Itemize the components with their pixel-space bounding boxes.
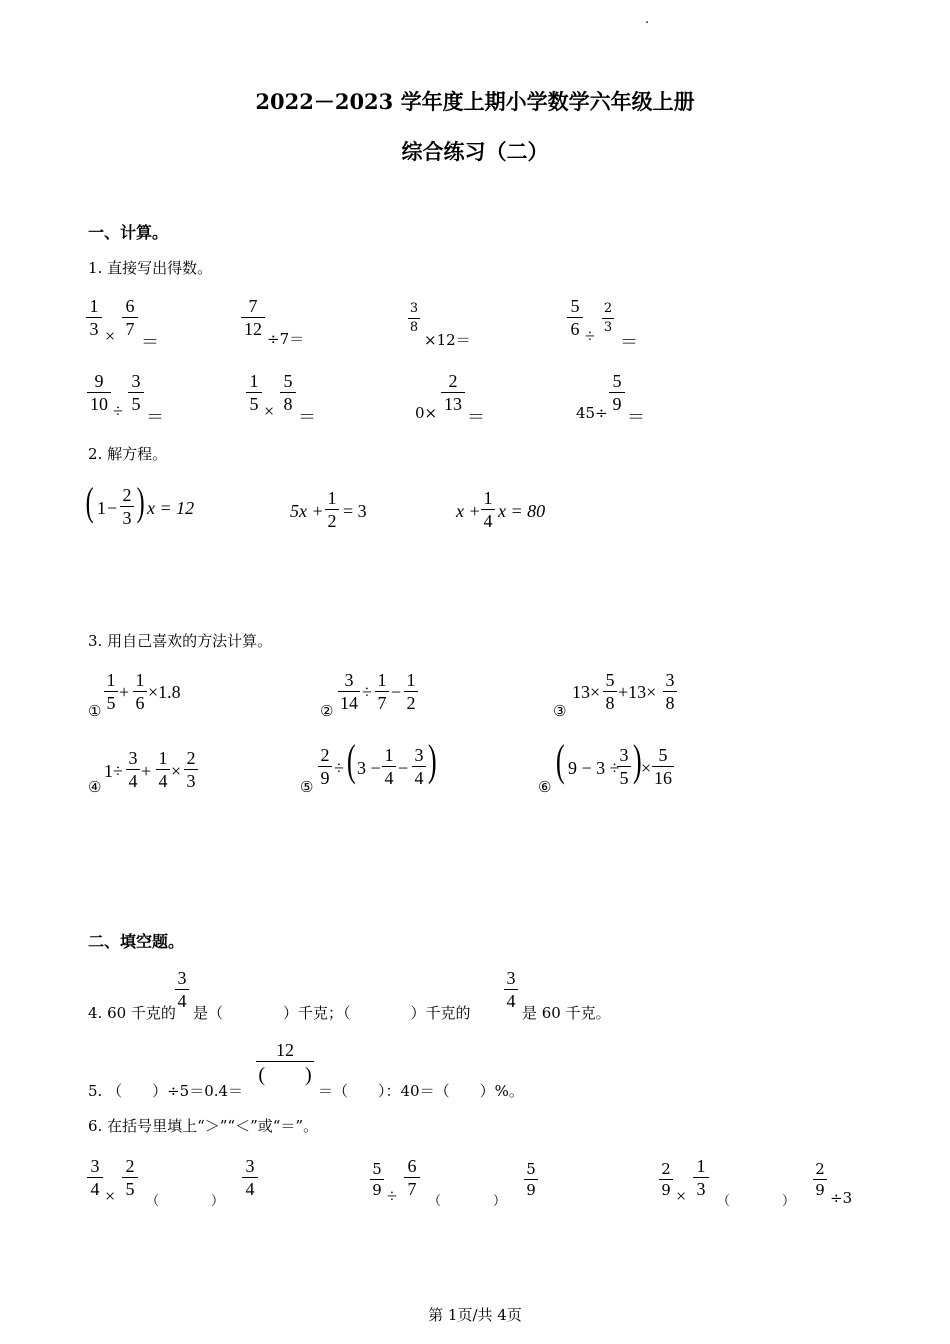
q4-text: 是（ ）千克；（ ）千克的 (193, 1004, 471, 1022)
left-paren: ( (346, 736, 356, 785)
fraction: 7 12 (241, 296, 265, 339)
equation-rest: = 3 (343, 501, 367, 521)
right-paren: ) (632, 736, 642, 785)
fraction: 3 5 (617, 745, 631, 788)
header-dot: . (645, 12, 650, 27)
fraction: 3 4 (175, 968, 189, 1011)
left-paren: ( (555, 736, 565, 785)
operator: − (107, 498, 118, 518)
fraction: 1 4 (481, 488, 495, 531)
fraction: 2 3 (120, 485, 134, 528)
q4-text: 是 60 千克。 (522, 1004, 611, 1022)
fraction: 2 9 (659, 1160, 673, 1199)
operator: − (391, 682, 402, 702)
expression-part: 13× (572, 682, 601, 702)
fraction: 6 7 (122, 296, 138, 339)
operator: × (264, 401, 275, 421)
q3-label: 3. 用自己喜欢的方法计算。 (88, 632, 273, 650)
q5-text: ＝（ ）：40＝（ ）%。 (318, 1082, 524, 1100)
fraction: 5 9 (609, 371, 625, 414)
fraction: 1 4 (156, 748, 170, 791)
fraction: 1 7 (375, 670, 389, 713)
q6-label: 6. 在括号里填上“＞”“＜”或“＝”。 (88, 1117, 319, 1135)
equation-rest: x = 12 (147, 498, 195, 518)
fraction: 2 3 (603, 301, 613, 335)
equation-part: x + (456, 501, 481, 521)
item-number: ⑤ (300, 778, 314, 796)
fraction: 1 4 (382, 745, 396, 788)
equals: ＝ (146, 407, 164, 427)
operator: × (105, 1186, 116, 1206)
left-paren: ( (85, 479, 94, 524)
fraction: 2 9 (318, 745, 332, 788)
item-number: ④ (88, 778, 102, 796)
fraction: 1 3 (86, 296, 102, 339)
expression-part: 3 − (357, 758, 381, 778)
fraction: 3 4 (87, 1156, 103, 1199)
operator: × (171, 761, 182, 781)
answer-blank[interactable]: （ ） (428, 1194, 507, 1209)
fraction: 1 3 (693, 1156, 709, 1199)
q4-text: 4. 60 千克的 (88, 1004, 176, 1022)
fraction: 1 5 (104, 670, 118, 713)
equals: ＝ (141, 332, 159, 352)
fraction: 2 13 (441, 371, 465, 414)
number: 1 (97, 498, 106, 518)
fraction: 3 4 (242, 1156, 258, 1199)
page-title: 2022－2023 学年度上期小学数学六年级上册 (255, 89, 695, 114)
fraction: 3 4 (126, 748, 140, 791)
operator: ÷7＝ (267, 330, 305, 348)
fraction: 5 8 (280, 371, 296, 414)
operator: × (641, 758, 652, 778)
fraction: 9 10 (87, 371, 111, 414)
fraction: 1 5 (246, 371, 262, 414)
equals: ＝ (298, 407, 316, 427)
item-number: ③ (553, 702, 567, 720)
fraction: 2 5 (122, 1156, 138, 1199)
fraction: 12 ( ) (256, 1040, 314, 1087)
operator: + (119, 682, 130, 702)
item-number: ① (88, 702, 102, 720)
equation-rest: x = 80 (498, 501, 546, 521)
operator: ÷3 (830, 1189, 853, 1207)
page-number: 第 1页/共 4页 (428, 1306, 522, 1324)
fraction: 2 9 (813, 1160, 827, 1199)
operator: ÷ (387, 1186, 397, 1206)
fraction: 5 8 (603, 670, 617, 713)
expression-part: 1÷ (104, 761, 123, 781)
section-2-heading: 二、填空题。 (88, 932, 185, 951)
fraction: 1 6 (133, 670, 147, 713)
fraction: 5 9 (524, 1160, 538, 1199)
expression-rest: ×1.8 (148, 682, 181, 702)
equals: ＝ (467, 407, 485, 427)
fraction: 3 14 (340, 670, 358, 713)
fraction: 5 9 (370, 1160, 384, 1199)
equals: ＝ (620, 332, 638, 352)
fraction: 3 5 (128, 371, 144, 414)
item-number: ② (320, 702, 334, 720)
answer-blank[interactable]: （ ） (717, 1194, 796, 1209)
operator: 0× (415, 404, 438, 422)
q2-label: 2. 解方程。 (88, 445, 168, 463)
operator: ÷ (362, 682, 372, 702)
q5-text: 5. （ ）÷5＝0.4＝ (88, 1082, 244, 1100)
operator: ×12＝ (424, 331, 471, 349)
expression-part: 9 − 3 ÷ (568, 758, 620, 778)
operator: 45÷ (576, 404, 608, 422)
fraction: 2 3 (184, 748, 198, 791)
operator: ÷ (113, 401, 123, 421)
fraction: 3 4 (412, 745, 426, 788)
operator: ÷ (334, 758, 344, 778)
equation-part: 5x + (290, 501, 324, 521)
fraction: 3 4 (504, 968, 518, 1011)
operator: ÷ (585, 326, 595, 346)
q1-label: 1. 直接写出得数。 (88, 259, 213, 277)
operator: − (398, 758, 409, 778)
fraction: 3 8 (409, 301, 419, 335)
operator: × (676, 1186, 687, 1206)
answer-blank[interactable]: （ ） (146, 1194, 225, 1209)
fraction: 6 7 (404, 1156, 420, 1199)
expression-part: +13× (618, 682, 657, 702)
fraction: 1 2 (325, 488, 339, 531)
operator: × (105, 326, 116, 346)
fraction: 3 8 (663, 670, 677, 713)
fraction: 5 6 (567, 296, 583, 339)
fraction: 5 16 (654, 745, 672, 788)
page-subtitle: 综合练习（二） (401, 139, 549, 164)
equals: ＝ (627, 407, 645, 427)
section-1-heading: 一、计算。 (88, 223, 169, 242)
right-paren: ) (136, 479, 145, 524)
fraction: 1 2 (404, 670, 418, 713)
right-paren: ) (427, 736, 437, 785)
item-number: ⑥ (538, 778, 552, 796)
operator: + (141, 761, 152, 781)
